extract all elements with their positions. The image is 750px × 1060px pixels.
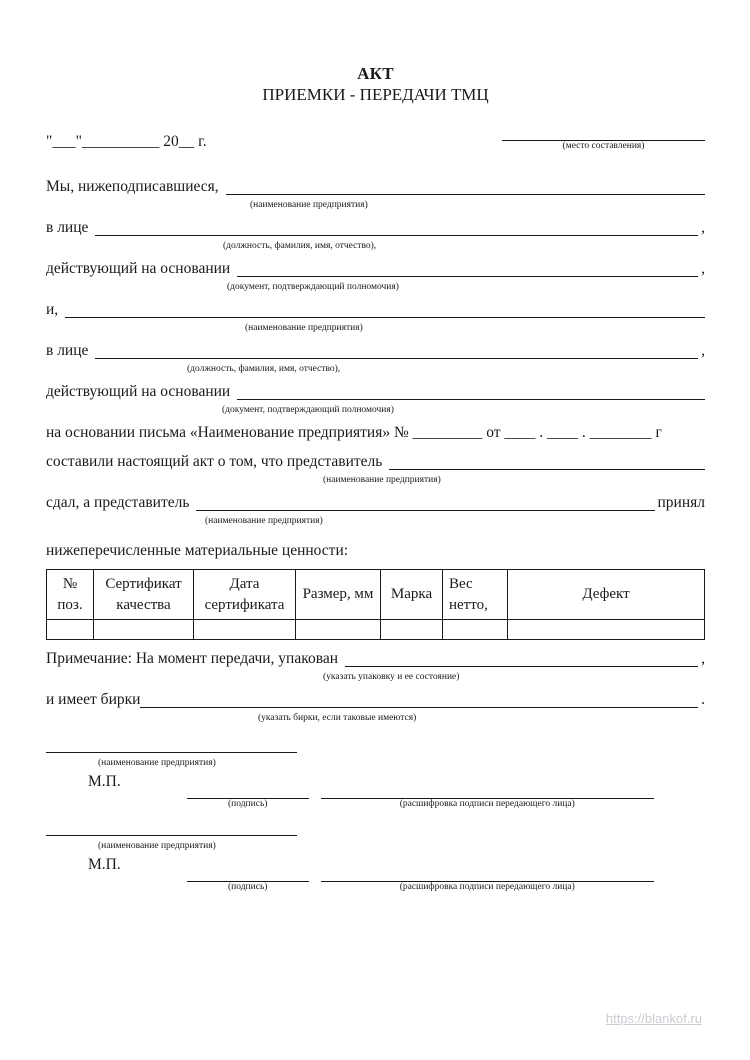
signature-name-field (321, 785, 654, 809)
company-name-blank (389, 454, 705, 470)
empty-cell (194, 620, 296, 640)
signature-block-receiver (46, 822, 705, 892)
stamp-place-label: М.П. (88, 773, 121, 790)
signature-name-caption: (расшифровка подписи передающего лица) (399, 882, 575, 892)
col-header-certificate-date: Дата сертификата (194, 570, 296, 620)
empty-cell (94, 620, 194, 640)
signature-caption: (подпись) (228, 882, 268, 892)
caption-row (46, 669, 705, 681)
signature-block-transferor (46, 739, 705, 809)
authority-caption: (документ, подтверждающий полномочия) (227, 282, 399, 292)
made-act-label: составили настоящий акт о том, что представитель (46, 453, 383, 470)
and-label: и, (46, 301, 59, 318)
signature-field (187, 868, 309, 892)
company-caption: (наименование предприятия) (98, 758, 216, 768)
trailing-comma: , (701, 260, 705, 277)
form-line-handed-received (46, 493, 705, 513)
acting-label: действующий на основании (46, 260, 231, 277)
in-person-label: в лице (46, 219, 89, 236)
note-packed-label: Примечание: На момент передачи, упакован (46, 650, 339, 667)
authority-doc-blank (237, 384, 705, 400)
empty-cell (47, 620, 94, 640)
undersigned-label: Мы, нижеподписавшиеся, (46, 178, 219, 195)
authority-doc-blank (237, 261, 698, 277)
tags-blank (140, 692, 698, 708)
place-caption: (место составления) (562, 141, 645, 151)
company-caption: (наименование предприятия) (250, 200, 368, 210)
trailing-comma: , (701, 219, 705, 236)
caption-row (46, 361, 705, 373)
caption-row (46, 838, 705, 850)
company-name-blank (226, 179, 705, 195)
signature-name-field (321, 868, 654, 892)
trailing-comma: , (701, 342, 705, 359)
form-line-note-packed (46, 649, 705, 669)
form-line-acting-1 (46, 259, 705, 279)
company-caption: (наименование предприятия) (98, 841, 216, 851)
caption-row (46, 279, 705, 291)
caption-row (46, 710, 705, 722)
caption-row (46, 472, 705, 484)
person-name-blank (95, 220, 698, 236)
goods-table-empty-row (47, 620, 705, 640)
caption-row (46, 320, 705, 332)
stamp-signature-row (46, 773, 705, 809)
place-of-drawing-field (502, 127, 705, 151)
empty-cell (296, 620, 381, 640)
company-name-blank (46, 822, 297, 836)
blank-line (187, 785, 309, 799)
packaging-caption: (указать упаковку и ее состояние) (323, 672, 460, 682)
col-header-quality-certificate: Сертификат качества (94, 570, 194, 620)
form-line-in-person-1 (46, 218, 705, 238)
tags-caption: (указать бирки, если таковые имеются) (258, 713, 417, 723)
company-name-blank (65, 302, 705, 318)
form-line-and (46, 300, 705, 320)
acting-label: действующий на основании (46, 383, 231, 400)
caption-row (46, 402, 705, 414)
caption-row (46, 755, 705, 767)
empty-cell (381, 620, 443, 640)
empty-cell (443, 620, 508, 640)
form-line-undersigned (46, 177, 705, 197)
company-name-blank (196, 495, 654, 511)
empty-cell (508, 620, 705, 640)
document-title: АКТ (357, 64, 394, 83)
caption-row (46, 197, 705, 209)
caption-row (46, 513, 705, 525)
col-header-size-mm: Размер, мм (296, 570, 381, 620)
packaging-blank (345, 651, 698, 667)
blank-line (321, 868, 654, 882)
company-caption: (наименование предприятия) (205, 516, 323, 526)
form-line-made-act (46, 452, 705, 472)
person-caption: (должность, фамилия, имя, отчество), (223, 241, 377, 251)
signature-field (187, 785, 309, 809)
col-header-net-weight: Вес нетто, (443, 570, 508, 620)
col-header-brand: Марка (381, 570, 443, 620)
in-person-label: в лице (46, 342, 89, 359)
caption-row (46, 238, 705, 250)
person-name-blank (95, 343, 698, 359)
source-website-link[interactable]: https://blankof.ru (605, 1011, 702, 1026)
signature-caption: (подпись) (228, 799, 268, 809)
person-caption: (должность, фамилия, имя, отчество), (187, 364, 341, 374)
form-line-letter-basis: на основании письма «Наименование предприятия» № _________ от ____ . ____ . ________ г (46, 424, 662, 441)
company-name-blank (46, 739, 297, 753)
form-line-tags (46, 690, 705, 710)
date-blank-text: "___"__________ 20__ г. (46, 133, 207, 150)
col-header-defect: Дефект (508, 570, 705, 620)
tags-label: и имеет бирки (46, 691, 141, 708)
goods-intro-line: нижеперечисленные материальные ценности: (46, 542, 349, 559)
col-header-position-number: № поз. (47, 570, 94, 620)
date-line (46, 127, 705, 151)
form-line-in-person-2 (46, 341, 705, 361)
blank-line (502, 127, 705, 141)
received-label: принял (657, 494, 705, 511)
trailing-comma: , (701, 650, 705, 667)
blank-line (187, 868, 309, 882)
stamp-signature-row (46, 856, 705, 892)
trailing-period: . (701, 691, 705, 708)
handed-label: сдал, а представитель (46, 494, 190, 511)
company-caption: (наименование предприятия) (245, 323, 363, 333)
goods-table (46, 569, 705, 640)
blank-line (321, 785, 654, 799)
authority-caption: (документ, подтверждающий полномочия) (222, 405, 394, 415)
goods-table-header-row (47, 570, 705, 620)
stamp-place-label: М.П. (88, 856, 121, 873)
form-line-acting-2 (46, 382, 705, 402)
signature-name-caption: (расшифровка подписи передающего лица) (399, 799, 575, 809)
document-subtitle: ПРИЕМКИ - ПЕРЕДАЧИ ТМЦ (262, 85, 489, 104)
company-caption: (наименование предприятия) (323, 475, 441, 485)
